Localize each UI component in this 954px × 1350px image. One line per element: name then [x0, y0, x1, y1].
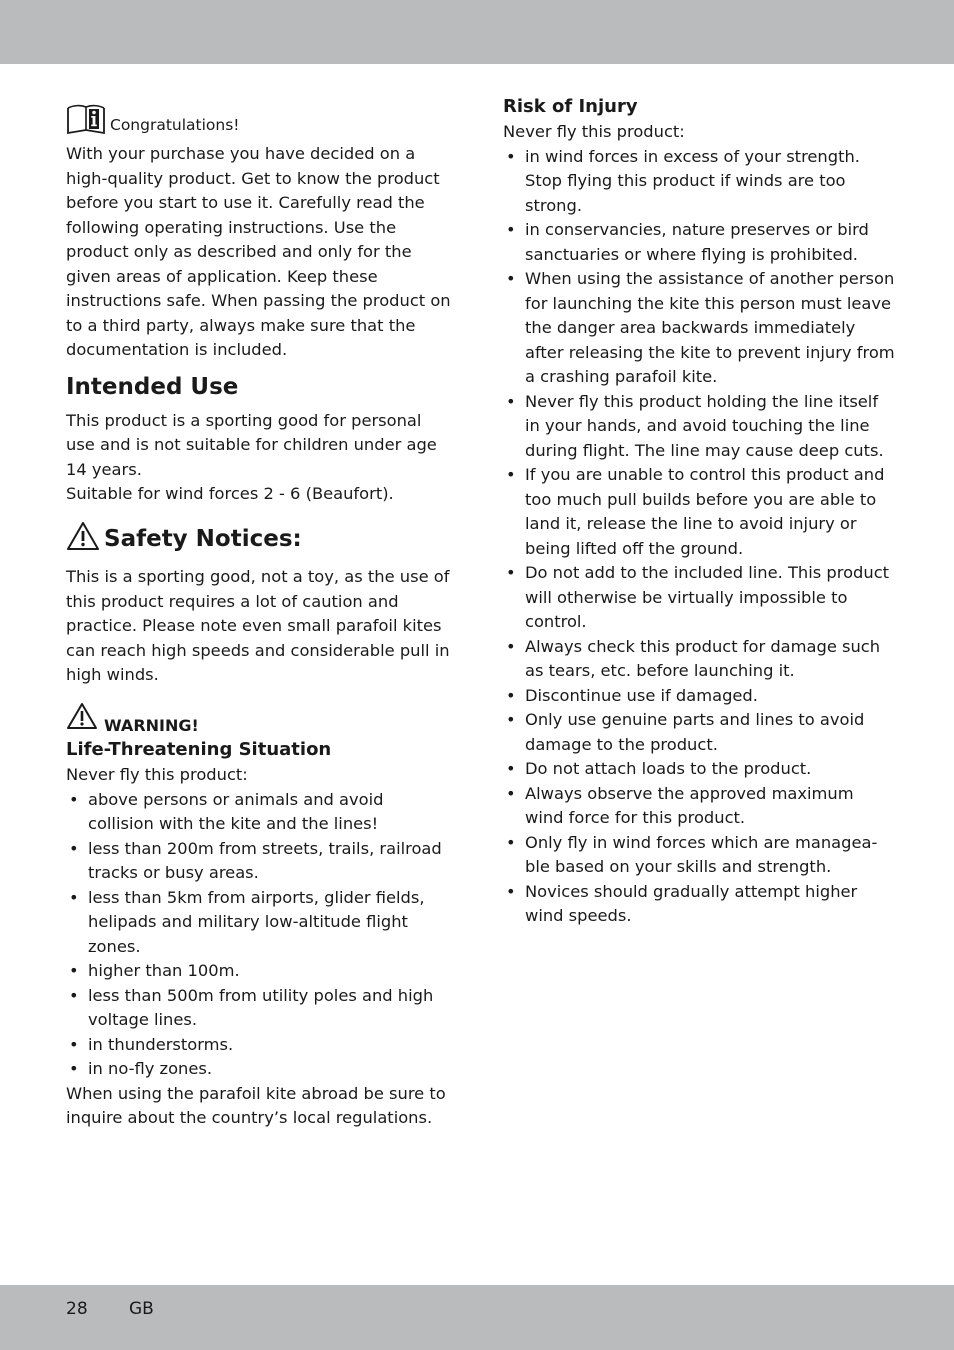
list-item: • less than 200m from streets, trails, railroad tracks or busy areas. — [66, 837, 454, 886]
list-item: • Always check this product for damage such as tears, etc. before launching it. — [503, 635, 895, 684]
list-item: • less than 500m from utility poles and high voltage lines. — [66, 984, 454, 1033]
intro-paragraph: With your purchase you have decided on a high-quality product. Get to know the product before you start to use it. Carefully read the following operating instructions. Use the product only as described and only for the given areas of application. Keep these instructions safe. When passing the product on to a third party, always make sure that the documentation is included. — [66, 144, 451, 359]
list-item: • in wind forces in excess of your strength. Stop flying this product if winds are too strong. — [503, 145, 895, 219]
list-item: • Do not add to the included line. This product will otherwise be virtually impossible to control. — [503, 561, 895, 635]
list-item: • If you are unable to control this product and too much pull builds before you are able to land it, release the line to avoid injury or being lifted off the ground. — [503, 463, 895, 561]
congratulations-text: Congratulations! — [110, 116, 240, 134]
list-item: • When using the assistance of another person for launching the kite this person must leave the danger area backwards immediately after releasing the kite to prevent injury from a crashing parafoil kite. — [503, 267, 895, 390]
list-item: • Always observe the approved maximum wind force for this product. — [503, 782, 895, 831]
header-bar — [0, 0, 954, 64]
warning-row — [66, 702, 454, 738]
list-item: • above persons or animals and avoid collision with the kite and the lines! — [66, 788, 454, 837]
right-column — [503, 94, 895, 929]
list-item: • Do not attach loads to the product. — [503, 757, 895, 782]
life-threatening-heading: Life-Threatening Situation — [66, 739, 332, 760]
congratulations-line — [66, 102, 454, 135]
list-item: • higher than 100m. — [66, 959, 454, 984]
wind-force-text: Suitable for wind forces 2 - 6 (Beaufort). — [66, 484, 394, 503]
warning-triangle-icon — [66, 702, 98, 738]
never-fly-text: Never fly this product: — [66, 765, 248, 784]
page-language: GB — [129, 1299, 154, 1319]
safety-notices-heading: Safety Notices: — [104, 526, 302, 553]
list-item: • in conservancies, nature preserves or bird sanctuaries or where flying is prohibited. — [503, 218, 895, 267]
list-item: • Discontinue use if damaged. — [503, 684, 895, 709]
intended-use-text: This product is a sporting good for personal use and is not suitable for children under age 14 years. — [66, 410, 437, 479]
left-column — [66, 102, 454, 1131]
life-threatening-list — [66, 788, 454, 1082]
warning-label: WARNING! — [104, 716, 199, 735]
warning-triangle-icon — [66, 521, 100, 559]
list-item: • Only use genuine parts and lines to avoid damage to the product. — [503, 708, 895, 757]
list-item: • Novices should gradually attempt higher wind speeds. — [503, 880, 895, 929]
list-item: • in thunderstorms. — [66, 1033, 454, 1058]
safety-text: This is a sporting good, not a toy, as the use of this product requires a lot of caution and practice. Please note even small parafoil kites can reach high speeds and considerable pull in high winds. — [66, 567, 450, 684]
list-item: • less than 5km from airports, glider fields, helipads and military low-altitude flight zones. — [66, 886, 454, 960]
never-fly-text: Never fly this product: — [503, 122, 685, 141]
page-number: 28 — [66, 1299, 88, 1319]
abroad-text: When using the parafoil kite abroad be sure to inquire about the country’s local regulations. — [66, 1083, 446, 1127]
intended-use-heading: Intended Use — [66, 373, 239, 400]
list-item: • Only fly in wind forces which are managea-ble based on your skills and strength. — [503, 831, 895, 880]
info-book-icon — [66, 102, 106, 135]
list-item: • Never fly this product holding the line itself in your hands, and avoid touching the line during flight. The line may cause deep cuts. — [503, 390, 895, 464]
list-item: • in no-fly zones. — [66, 1057, 454, 1082]
risk-of-injury-heading: Risk of Injury — [503, 96, 638, 117]
risk-of-injury-list — [503, 145, 895, 929]
safety-heading-row — [66, 521, 454, 559]
